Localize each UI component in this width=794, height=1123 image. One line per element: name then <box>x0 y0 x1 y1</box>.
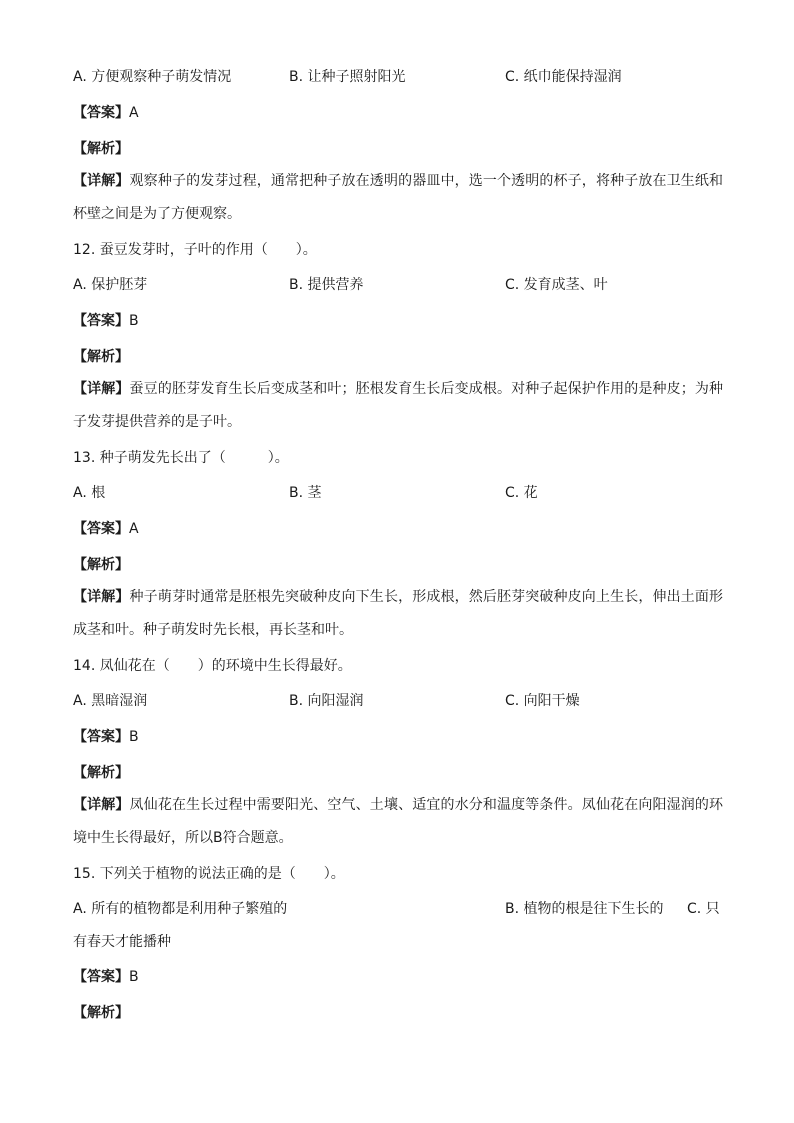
q11-detail-text: 观察种子的发芽过程，通常把种子放在透明的器皿中，选一个透明的杯子，将种子放在卫生纸和杯壁之间是为了方便观察。 <box>73 173 724 222</box>
q11-detail-paragraph <box>73 165 723 231</box>
q12-stem: 12. 蚕豆发芽时，子叶的作用（ ）。 <box>73 242 317 258</box>
q14-option-b: B. 向阳湿润 <box>289 693 364 709</box>
q13-analysis-line <box>73 555 129 575</box>
q11-detail-tag: 【详解】 <box>73 173 130 189</box>
q13-option-b: B. 茎 <box>289 485 322 501</box>
q15-option-c: C. 只 <box>687 901 720 917</box>
q12-option-b: B. 提供营养 <box>289 277 364 293</box>
q12-detail-text: 蚕豆的胚芽发育生长后变成茎和叶；胚根发育生长后变成根。对种子起保护作用的是种皮；为种子发芽提供营养的是子叶。 <box>73 381 724 430</box>
q13-detail-tag: 【详解】 <box>73 589 130 605</box>
q13-detail-text: 种子萌芽时通常是胚根先突破种皮向下生长，形成根，然后胚芽突破种皮向上生长，伸出土面形成茎和叶。种子萌发时先长根，再长茎和叶。 <box>73 589 724 638</box>
q15-stem: 15. 下列关于植物的说法正确的是（ ）。 <box>73 866 345 882</box>
q11-option-c: C. 纸巾能保持湿润 <box>505 69 622 85</box>
q11-analysis-line <box>73 139 129 159</box>
q13-answer-tag: 【答案】 <box>73 521 129 537</box>
q12-detail-tag: 【详解】 <box>73 381 130 397</box>
q15-analysis-tag: 【解析】 <box>73 1005 129 1021</box>
q15-option-a: A. 所有的植物都是利用种子繁殖的 <box>73 901 288 917</box>
q12-answer: B <box>129 313 139 329</box>
q13-answer: A <box>129 521 139 537</box>
q15-answer: B <box>129 969 139 985</box>
q14-detail-paragraph <box>73 789 723 855</box>
q14-answer: B <box>129 729 139 745</box>
q11-answer-tag: 【答案】 <box>73 105 129 121</box>
q13-option-a: A. 根 <box>73 485 106 501</box>
q12-analysis-tag: 【解析】 <box>73 349 129 365</box>
q14-answer-tag: 【答案】 <box>73 729 129 745</box>
q14-detail-text: 凤仙花在生长过程中需要阳光、空气、土壤、适宜的水分和温度等条件。凤仙花在向阳湿润的环境中生长得最好，所以B符合题意。 <box>73 797 724 846</box>
q13-option-c: C. 花 <box>505 485 538 501</box>
q15-answer-line <box>73 967 139 987</box>
q12-detail-paragraph <box>73 373 723 439</box>
q12-option-c: C. 发育成茎、叶 <box>505 277 608 293</box>
q12-analysis-line <box>73 347 129 367</box>
q14-option-a: A. 黑暗湿润 <box>73 693 148 709</box>
q11-answer-line <box>73 103 139 123</box>
q11-option-a: A. 方便观察种子萌发情况 <box>73 69 232 85</box>
q12-answer-line <box>73 311 139 331</box>
q11-analysis-tag: 【解析】 <box>73 141 129 157</box>
q15-option-c-continued: 有春天才能播种 <box>73 934 171 950</box>
q13-stem: 13. 种子萌发先长出了（ ）。 <box>73 450 289 466</box>
q12-option-a: A. 保护胚芽 <box>73 277 148 293</box>
q14-detail-tag: 【详解】 <box>73 797 130 813</box>
q15-analysis-line <box>73 1003 129 1023</box>
q15-answer-tag: 【答案】 <box>73 969 129 985</box>
q14-analysis-line <box>73 763 129 783</box>
q14-stem: 14. 凤仙花在（ ）的环境中生长得最好。 <box>73 658 352 674</box>
q13-answer-line <box>73 519 139 539</box>
q11-answer: A <box>129 105 139 121</box>
q14-analysis-tag: 【解析】 <box>73 765 129 781</box>
q11-option-b: B. 让种子照射阳光 <box>289 69 406 85</box>
q12-answer-tag: 【答案】 <box>73 313 129 329</box>
q13-detail-paragraph <box>73 581 723 647</box>
q15-option-b: B. 植物的根是往下生长的 <box>505 901 664 917</box>
q14-answer-line <box>73 727 139 747</box>
q13-analysis-tag: 【解析】 <box>73 557 129 573</box>
q14-option-c: C. 向阳干燥 <box>505 693 580 709</box>
